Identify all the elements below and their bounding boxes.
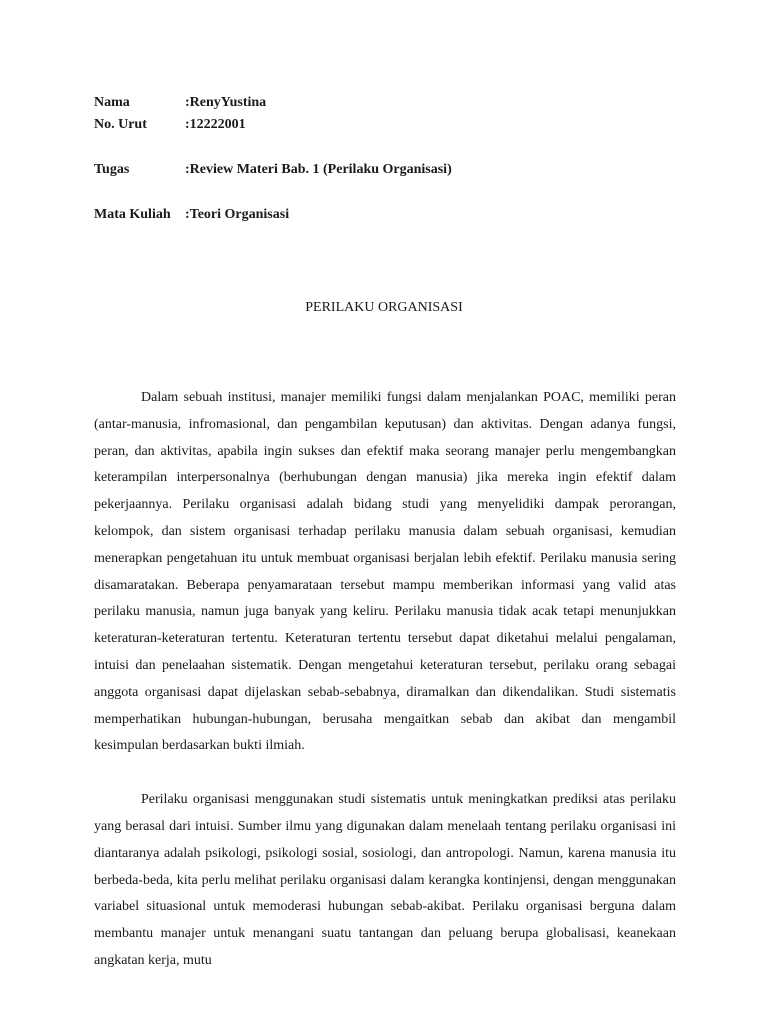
body-paragraph: Dalam sebuah institusi, manajer memiliki fungsi dalam menjalankan POAC, memiliki peran (antar-manusia, infromasional, dan pengambilan keputusan) dan aktivitas. Dengan adanya fungsi, peran, dan aktivitas, apabila ingin sukses dan efektif maka seorang manajer perlu mengembangkan keterampilan interpersonalnya (berhubungan dengan manusia) jika mereka ingin efektif dalam pekerjaannya. Perilaku organisasi adalah bidang studi yang menyelidiki dampak perorangan, kelompok, dan sistem organisasi terhadap perilaku manusia dalam sebuah organisasi, kemudian menerapkan pengetahuan itu untuk membuat organisasi berjalan lebih efektif. Perilaku manusia sering disamaratakan. Beberapa penyamarataan tersebut mampu memberikan informasi yang valid atas perilaku manusia, namun juga banyak yang keliru. Perilaku manusia tidak acak tetapi menunjukkan keteraturan-keteraturan tertentu. Keteraturan tertentu tersebut dapat diketahui melalui pengalaman, intuisi dan penelaahan sistematik. Dengan mengetahui keteraturan tersebut, perilaku orang sebagai anggota organisasi dapat dijelaskan sebab-sebabnya, diramalkan dan dikendalikan. Studi sistematis memperhatikan hubungan-hubungan, berusaha mengaitkan sebab dan akibat dan mengambil kesimpulan berdasarkan bukti ilmiah.	[94, 390, 676, 754]
info-value: :Review Materi Bab. 1 (Perilaku Organisasi)	[185, 162, 452, 177]
info-row-nama	[94, 92, 452, 114]
body-paragraph: Perilaku organisasi menggunakan studi sistematis untuk meningkatkan prediksi atas perilaku yang berasal dari intuisi. Sumber ilmu yang digunakan dalam menelaah tentang perilaku organisasi ini diantaranya adalah psikologi, psikologi sosial, sosiologi, dan antropologi. Namun, karena manusia itu berbeda-beda, kita perlu melihat perilaku organisasi dalam kerangka kontinjensi, dengan menggunakan variabel situasional untuk memoderasi hubungan sebab-akibat. Perilaku organisasi berguna dalam membantu manajer untuk menangani suatu tantangan dan peluang berupa globalisasi, keanekaan angkatan kerja, mutu	[94, 792, 676, 968]
info-value: :Teori Organisasi	[185, 207, 290, 222]
document-title: PERILAKU ORGANISASI	[305, 300, 463, 315]
student-info-block	[94, 92, 452, 226]
info-row-no-urut	[94, 114, 452, 136]
info-label: Mata Kuliah	[94, 207, 171, 222]
info-label: Tugas	[94, 162, 130, 177]
info-label: Nama	[94, 95, 130, 110]
info-row-mata-kuliah	[94, 204, 452, 226]
info-label: No. Urut	[94, 117, 147, 132]
info-row-tugas	[94, 159, 452, 181]
info-value: :12222001	[185, 117, 246, 132]
info-value: :RenyYustina	[185, 95, 267, 110]
document-body	[94, 385, 676, 975]
